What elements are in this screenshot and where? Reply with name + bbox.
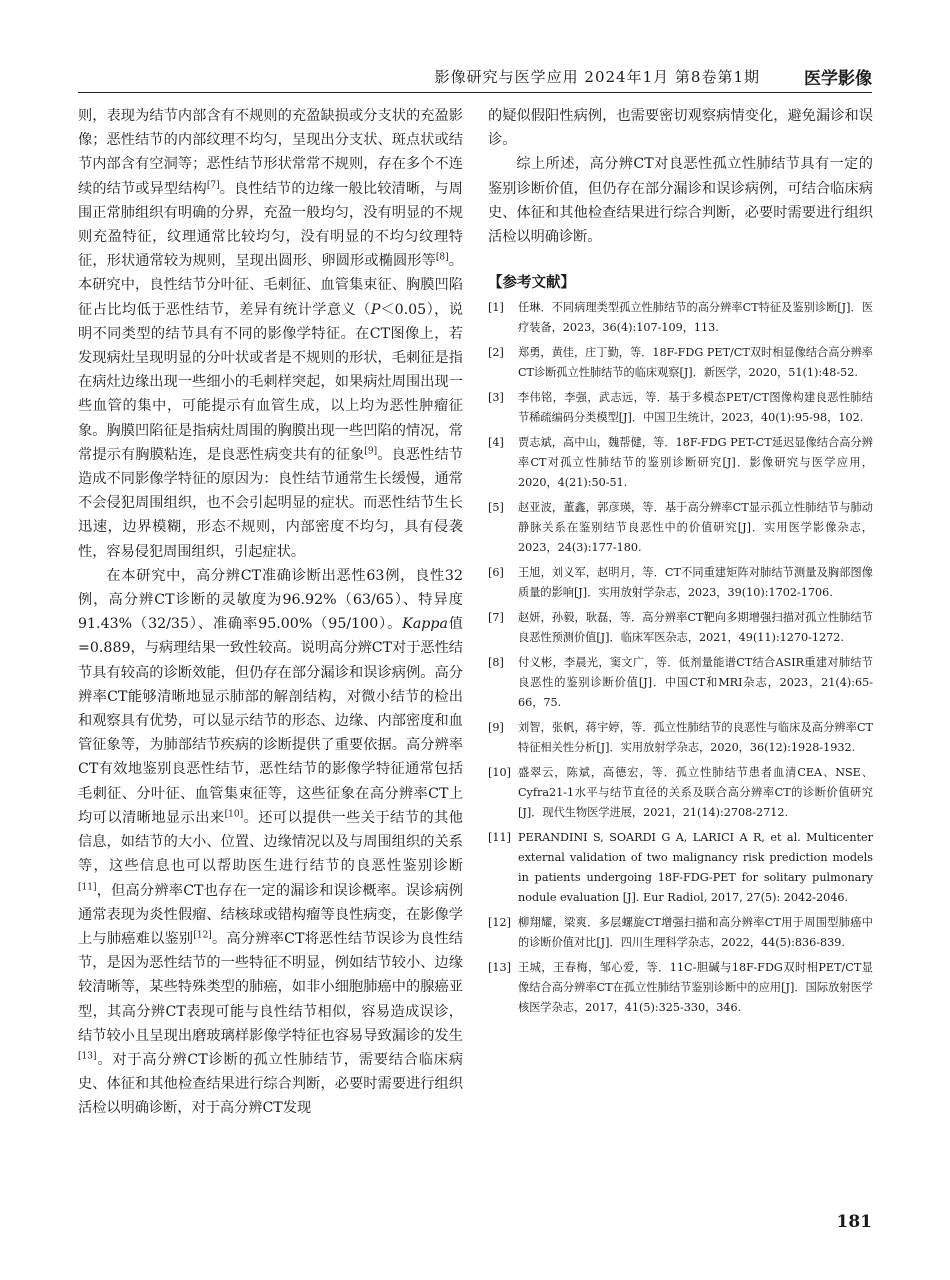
reference-item: [4] 贾志斌，高中山，魏帮健，等．18F-FDG PET-CT延迟显像结合高分辨率CT对孤立性肺结节的鉴别诊断研究[J]．影像研究与医学应用，2020，4(21):50-51. <box>488 436 873 490</box>
reference-item: [2] 郑勇，黄佳，庄丁勤，等．18F-FDG PET/CT双时相显像结合高分辨率CT诊断孤立性肺结节的临床观察[J]．新医学，2020，51(1):48-52. <box>488 346 873 380</box>
p-value-symbol: P <box>370 301 381 318</box>
paragraph: 的疑似假阳性病例，也需要密切观察病情变化，避免漏诊和误诊。 <box>488 108 873 149</box>
right-column <box>488 104 873 1023</box>
kappa-symbol: Kappa <box>402 616 448 633</box>
header-rule <box>78 92 872 93</box>
page-number: 181 <box>836 1212 872 1232</box>
reference-item: [7] 赵妍，孙毅，耿磊，等．高分辨率CT靶向多期增强扫描对孤立性肺结节良恶性预测价值[J]．临床军医杂志，2021，49(11):1270-1272. <box>488 611 873 645</box>
reference-item: [13] 王城，王春梅，邹心爱，等．11C-胆碱与18F-FDG双时相PET/CT显像结合高分辨率CT在孤立性肺结节鉴别诊断中的应用[J]．国际放射医学核医学杂志，2017，41(5):325-330，346. <box>488 961 873 1015</box>
reference-item: [11] PERANDINI S, SOARDI G A, LARICI A R, et al. Multicenter external validation of two malignancy risk prediction models in patients undergoing 18F-FDG-PET for solitary pulmonary nodule evaluation [J]. Eur Radiol, 2017, 27(5): 2042-2046. <box>488 831 873 905</box>
reference-item: [6] 王旭，刘义军，赵明月，等．CT不同重建矩阵对肺结节测量及胸部图像质量的影响[J]．实用放射学杂志，2023，39(10):1702-1706. <box>488 566 873 600</box>
citation: [11] <box>78 881 97 892</box>
reference-item: [3] 李伟铭，李强，武志远，等．基于多模态PET/CT图像构建良恶性肺结节稀疏编码分类模型[J]．中国卫生统计，2023，40(1):95-98，102. <box>488 391 873 425</box>
reference-item: [1] 任琳．不同病理类型孤立性肺结节的高分辨率CT特征及鉴别诊断[J]．医疗装备，2023，36(4):107-109，113. <box>488 301 873 335</box>
references-heading: 【参考文献】 <box>488 275 575 292</box>
citation: [10] <box>224 809 244 820</box>
journal-info: 影像研究与医学应用 2024年1月 第8卷第1期 <box>434 68 760 86</box>
reference-item: [12] 柳翔耀，梁爽．多层螺旋CT增强扫描和高分辨率CT用于周围型肺癌中的诊断价值对比[J]．四川生理科学杂志，2022，44(5):836-839. <box>488 916 873 950</box>
citation: [7] <box>206 179 220 190</box>
citation: [12] <box>193 930 212 941</box>
section-title: 医学影像 <box>804 69 872 89</box>
reference-item: [9] 刘智，张帆，蒋宇婷，等．孤立性肺结节的良恶性与临床及高分辨率CT特征相关性分析[J]．实用放射学杂志，2020，36(12):1928-1932. <box>488 721 873 755</box>
reference-item: [5] 赵亚波，董鑫，郭彦瑛，等．基于高分辨率CT显示孤立性肺结节与肺动静脉关系在鉴别结节良恶性中的价值研究[J]．实用医学影像杂志，2023，24(3):177-180. <box>488 501 873 555</box>
citation: [13] <box>78 1051 97 1062</box>
citation: [9] <box>364 446 378 457</box>
reference-item: [8] 付义彬，李晨光，窦文广，等．低剂量能谱CT结合ASIR重建对肺结节良恶性的鉴别诊断价值[J]．中国CT和MRI杂志，2023，21(4):65-66，75. <box>488 656 873 710</box>
paragraph: 则，表现为结节内部含有不规则的充盈缺损或分支状的充盈影像；恶性结节的内部纹理不均匀，呈现出分支状、斑点状或结节内部含有空洞等；恶性结节形状常常不规则，存在多个不连续的结节或异型结构[7]。良性结节的边缘一般比较清晰，与周围正常肺组织有明确的分界，充盈一般均匀，没有明显的不规则充盈特征，纹理通常比较均匀，没有明显的不均匀纹理特征，形状通常较为规则，呈现出圆形、卵圆形或椭圆形等[8]。本研究中，良性结节分叶征、毛刺征、血管集束征、胸膜凹陷征占比均低于恶性结节，差异有统计学意义（P＜0.05），说明不同类型的结节具有不同的影像学特征。在CT图像上，若发现病灶呈现明显的分叶状或者是不规则的形状，毛刺征是指在病灶边缘出现一些细小的毛刺样突起，如果病灶周围出现一些血管的集中，可能提示有血管生成，以上均为恶性肿瘤征象。胸膜凹陷征是指病灶周围的胸膜出现一些凹陷的情况，常常提示有胸膜粘连，是良恶性病变共有的征象[9]。良恶性结节造成不同影像学特征的原因为：良性结节通常生长缓慢，通常不会侵犯周围组织，也不会引起明显的症状。而恶性结节生长迅速，边界模糊，形态不规则，内部密度不均匀，具有侵袭性，容易侵犯周围组织，引起症状。 <box>78 108 463 560</box>
citation: [8] <box>435 252 449 263</box>
paragraph: 在本研究中，高分辨CT准确诊断出恶性63例，良性32例，高分辨CT诊断的灵敏度为96.92%（63/65）、特异度91.43%（32/35）、准确率95.00%（95/100）。Kappa值=0.889，与病理结果一致性较高。说明高分辨CT对于恶性结节具有较高的诊断效能，但仍存在部分漏诊和误诊病例。高分辨率CT能够清晰地显示肺部的解剖结构，对微小结节的检出和观察具有优势，可以显示结节的形态、边缘、内部密度和血管征象等，为肺部结节疾病的诊断提供了重要依据。高分辨率CT有效地鉴别良恶性结节，恶性结节的影像学特征通常包括毛刺征、分叶征、血管集束征等，这些征象在高分辨率CT上均可以清晰地显示出来[10]。还可以提供一些关于结节的其他信息，如结节的大小、位置、边缘情况以及与周围组织的关系等，这些信息也可以帮助医生进行结节的良恶性鉴别诊断[11]，但高分辨率CT也存在一定的漏诊和误诊概率。误诊病例通常表现为炎性假瘤、结核球或错构瘤等良性病变，在影像学上与肺癌难以鉴别[12]。高分辨率CT将恶性结节误诊为良性结节，是因为恶性结节的一些特征不明显，例如结节较小、边缘较清晰等，某些特殊类型的肺癌，如非小细胞肺癌中的腺癌亚型，其高分辨CT表现可能与良性结节相似，容易造成误诊，结节较小且呈现出磨玻璃样影像学特征也容易导致漏诊的发生[13]。对于高分辨CT诊断的孤立性肺结节，需要结合临床病史、体征和其他检查结果进行综合判断，必要时需要进行组织活检以明确诊断，对于高分辨CT发现 <box>78 567 463 1117</box>
left-column <box>78 104 463 1121</box>
conclusion-paragraph: 综上所述，高分辨CT对良恶性孤立性肺结节具有一定的鉴别诊断价值，但仍存在部分漏诊和误诊病例，可结合临床病史、体征和其他检查结果进行综合判断，必要时需要进行组织活检以明确诊断。 <box>488 156 873 246</box>
page-header <box>78 64 872 90</box>
reference-item: [10] 盛翠云，陈斌，高德宏，等．孤立性肺结节患者血清CEA、NSE、Cyfra21-1水平与结节直径的关系及联合高分辨率CT的诊断价值研究[J]．现代生物医学进展，2021，21(14):2708-2712. <box>488 766 873 820</box>
reference-list <box>488 298 873 1018</box>
